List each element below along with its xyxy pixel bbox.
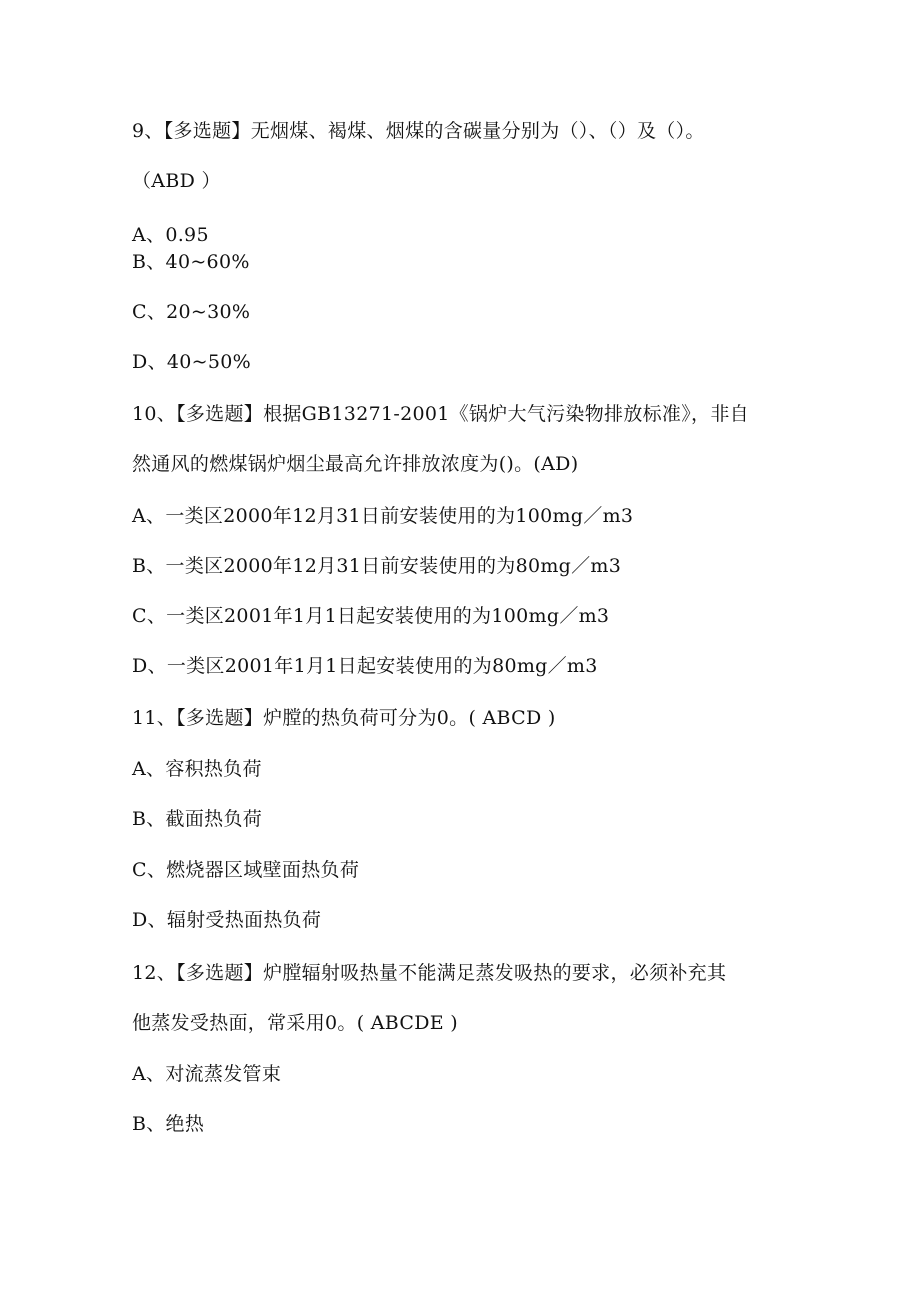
- question-10-stem-line1: 10、【多选题】根据GB13271-2001《锅炉大气污染物排放标准》，非自: [132, 403, 749, 425]
- question-12-stem-line2: 他蒸发受热面，常采用0。( ABCDE ): [132, 1012, 458, 1034]
- question-9-option-b: B、40~60%: [132, 251, 250, 273]
- question-9-option-c: C、20~30%: [132, 301, 251, 323]
- question-11-option-c: C、燃烧器区域壁面热负荷: [132, 859, 360, 881]
- question-12-option-a: A、对流蒸发管束: [132, 1063, 282, 1085]
- question-12-stem-line1: 12、【多选题】炉膛辐射吸热量不能满足蒸发吸热的要求，必须补充其: [132, 962, 727, 984]
- question-9-option-a: A、0.95: [132, 224, 209, 246]
- question-10-option-c: C、一类区2001年1月1日起安装使用的为100mg／m3: [132, 605, 610, 627]
- question-11-option-b: B、截面热负荷: [132, 808, 263, 830]
- question-10-option-a: A、一类区2000年12月31日前安装使用的为100mg／m3: [132, 505, 634, 527]
- question-9-stem-line1: 9、【多选题】无烟煤、褐煤、烟煤的含碳量分别为（）、（）及（）。: [132, 120, 705, 142]
- question-11-option-a: A、容积热负荷: [132, 758, 262, 780]
- question-9-option-d: D、40~50%: [132, 351, 251, 373]
- question-10-option-b: B、一类区2000年12月31日前安装使用的为80mg／m3: [132, 555, 622, 577]
- question-11-option-d: D、辐射受热面热负荷: [132, 909, 322, 931]
- question-9-stem-line2: （ABD ）: [132, 170, 221, 192]
- question-12-option-b: B、绝热: [132, 1113, 205, 1135]
- question-10-stem-line2: 然通风的燃煤锅炉烟尘最高允许排放浓度为()。(AD): [132, 453, 579, 475]
- question-10-option-d: D、一类区2001年1月1日起安装使用的为80mg／m3: [132, 655, 598, 677]
- question-11-stem-line1: 11、【多选题】炉膛的热负荷可分为0。( ABCD ): [132, 707, 556, 729]
